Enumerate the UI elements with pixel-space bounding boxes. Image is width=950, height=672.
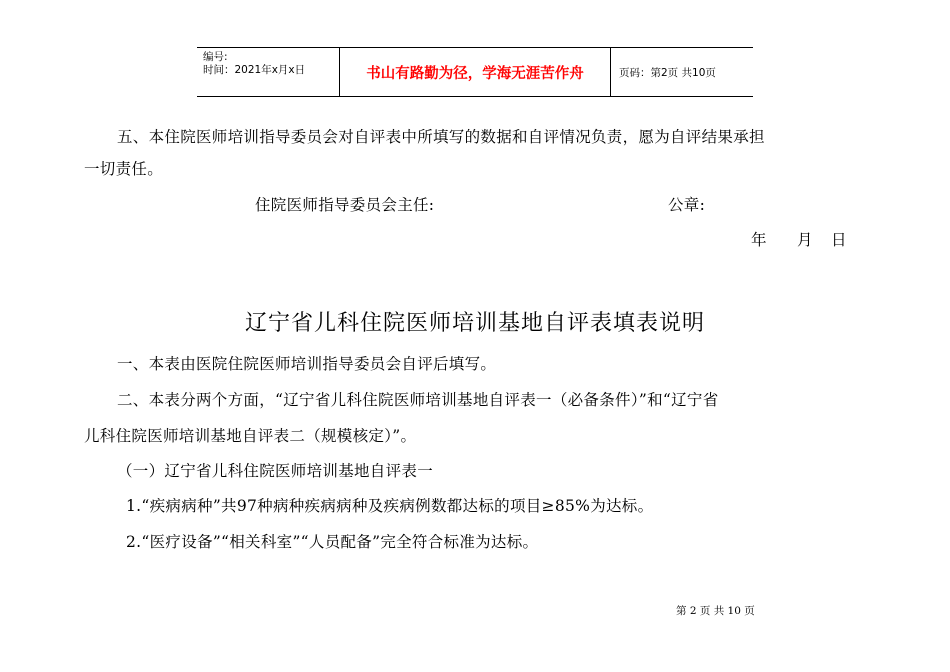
section-five-line1: 五、本住院医师培训指导委员会对自评表中所填写的数据和自评情况负责，愿为自评结果承担 [117,128,765,146]
date-month: 月 [797,231,813,249]
seal-label: 公章: [668,196,706,214]
paragraph-2-line1: 二、本表分两个方面，“辽宁省儿科住院医师培训基地自评表一（必备条件）”和“辽宁省 [117,391,719,409]
header-meta-cell [197,48,340,96]
paragraph-1: 一、本表由医院住院医师培训指导委员会自评后填写。 [117,355,497,373]
page-footer: 第 2 页 共 10 页 [676,605,755,617]
page-info [611,48,753,96]
document-title: 辽宁省儿科住院医师培训基地自评表填表说明 [244,311,705,336]
page-info-text: 页码：第2页 共10页 [619,66,716,79]
paragraph-5: 2.“医疗设备”“相关科室”“人员配备”完全符合标准为达标。 [126,533,539,551]
director-label: 住院医师指导委员会主任: [255,196,435,214]
document-header [197,47,753,97]
date-year: 年 [751,231,767,249]
motto: 书山有路勤为径，学海无涯苦作舟 [340,48,611,96]
paragraph-2-line2: 儿科住院医师培训基地自评表二（规模核定）”。 [84,427,417,445]
paragraph-4: 1.“疾病病种”共97种病种疾病病种及疾病例数都达标的项目≥85%为达标。 [126,497,654,515]
time-label: 时间：2021年x月x日 [203,64,306,76]
section-five-line2: 一切责任。 [84,160,164,178]
number-label: 编号: [203,51,228,63]
paragraph-3: （一）辽宁省儿科住院医师培训基地自评表一 [117,462,434,480]
date-day: 日 [831,231,847,249]
